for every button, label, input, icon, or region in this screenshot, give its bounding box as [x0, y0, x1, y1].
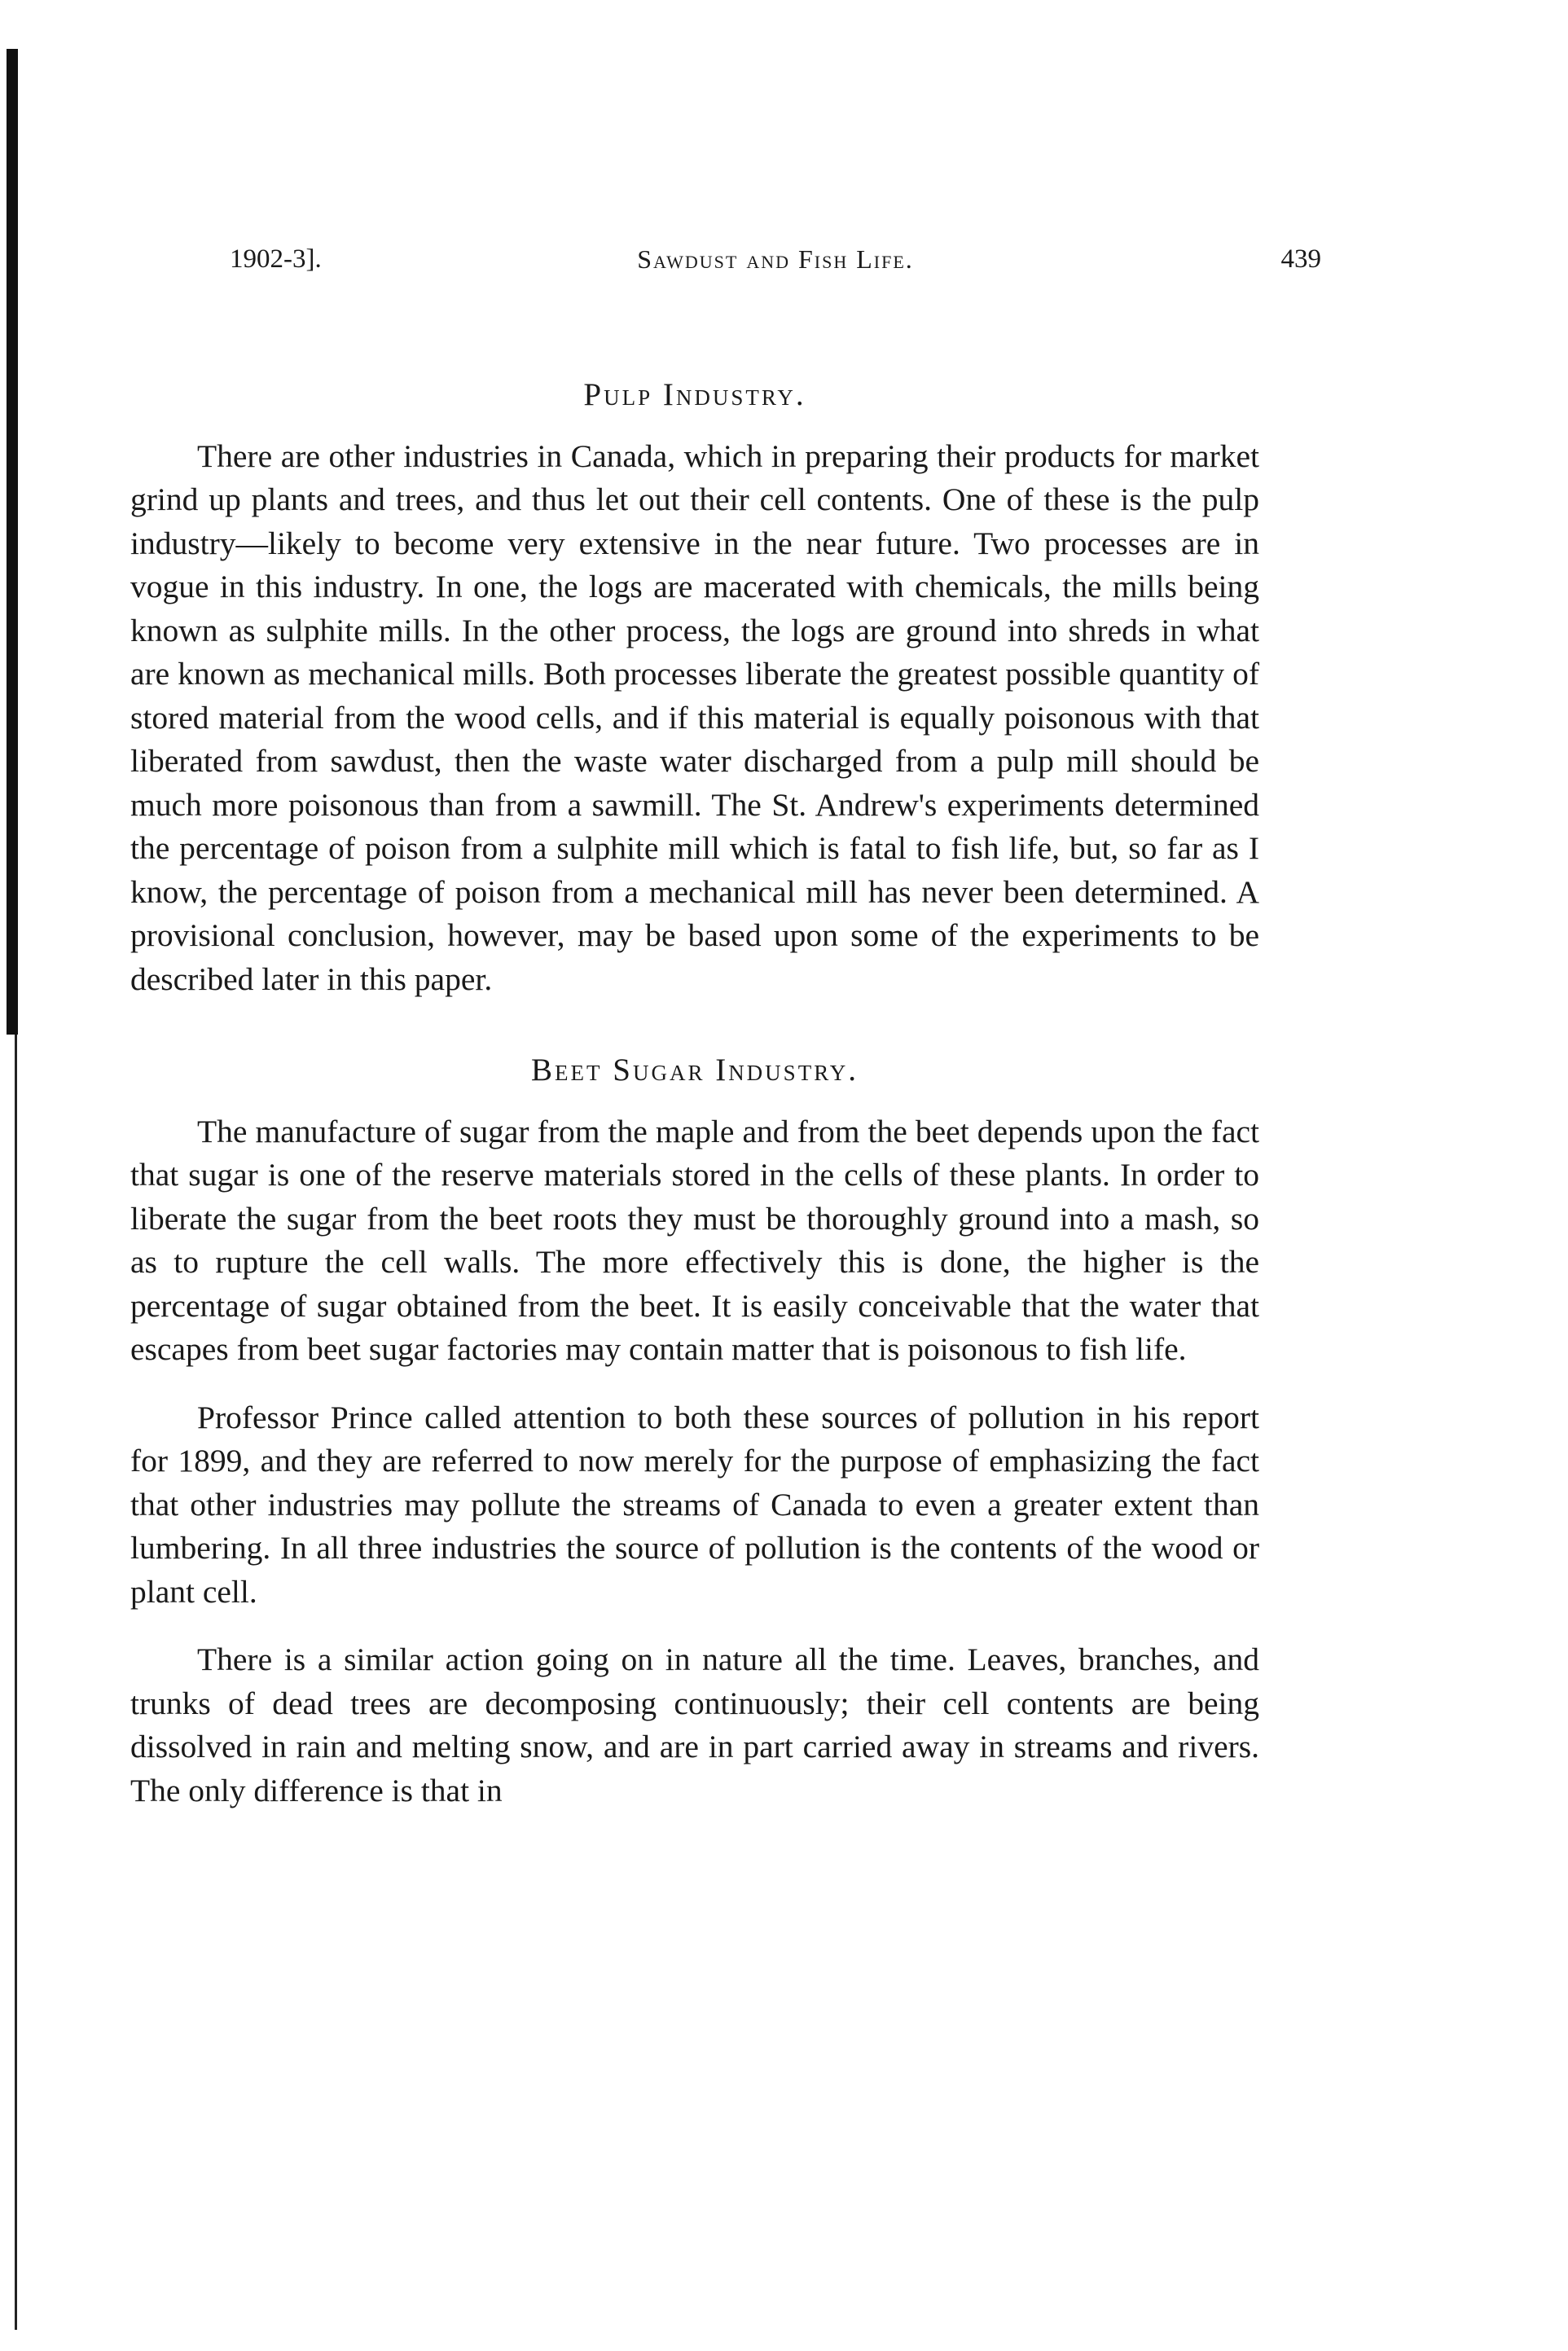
- binding-edge-line: [15, 1035, 17, 2330]
- binding-edge: [7, 49, 18, 1035]
- running-head: [230, 244, 1321, 285]
- section-heading-beet-sugar: Beet Sugar Industry.: [531, 1052, 859, 1088]
- paragraph: Professor Prince called attention to both these sources of pollution in his report for 1899, and they are referred to now merely for the purpose of emphasizing the fact that other industries may pollute the streams of Canada to even a greater extent than lumbering. In all three industries the source of pollution is the contents of the wood or plant cell.: [130, 1399, 1259, 1610]
- page-number: 439: [1280, 244, 1321, 274]
- paragraph: There is a similar action going on in nature all the time. Leaves, branches, and trunks of dead trees are decomposing continuously; their cell contents are being dissolved in rain and melting snow, and are in part carried away in streams and rivers. The only difference is that in: [130, 1641, 1259, 1808]
- paragraph: The manufacture of sugar from the maple and from the beet depends upon the fact that sugar is one of the reserve materials stored in the cells of these plants. In order to liberate the sugar from the beet roots they must be thoroughly ground into a mash, so as to rupture the cell walls. The more effectively this is done, the higher is the percentage of sugar obtained from the beet. It is easily conceivable that the water that escapes from beet sugar factories may contain matter that is poisonous to fish life.: [130, 1113, 1259, 1367]
- running-title: Sawdust and Fish Life.: [637, 244, 914, 274]
- section-heading-pulp: Pulp Industry.: [583, 377, 806, 412]
- paragraph: There are other industries in Canada, which in preparing their products for market grind up plants and trees, and thus let out their cell contents. One of these is the pulp industry—likely to become very extensive in the near future. Two processes are in vogue in this industry. In one, the logs are macerated with chemicals, the mills being known as sulphite mills. In the other process, the logs are ground into shreds in what are known as mechanical mills. Both processes liberate the greatest possible quantity of stored material from the wood cells, and if this material is equally poisonous with that liberated from sawdust, then the waste water discharged from a pulp mill should be much more poisonous than from a sawmill. The St. Andrew's experiments determined the percentage of poison from a sulphite mill which is fatal to fish life, but, so far as I know, the percentage of poison from a mechanical mill has never been determined. A provisional conclusion, however, may be based upon some of the experiments to be described later in this paper.: [130, 437, 1259, 997]
- page-body: [130, 373, 1259, 1837]
- volume-years: 1902-3].: [230, 244, 322, 274]
